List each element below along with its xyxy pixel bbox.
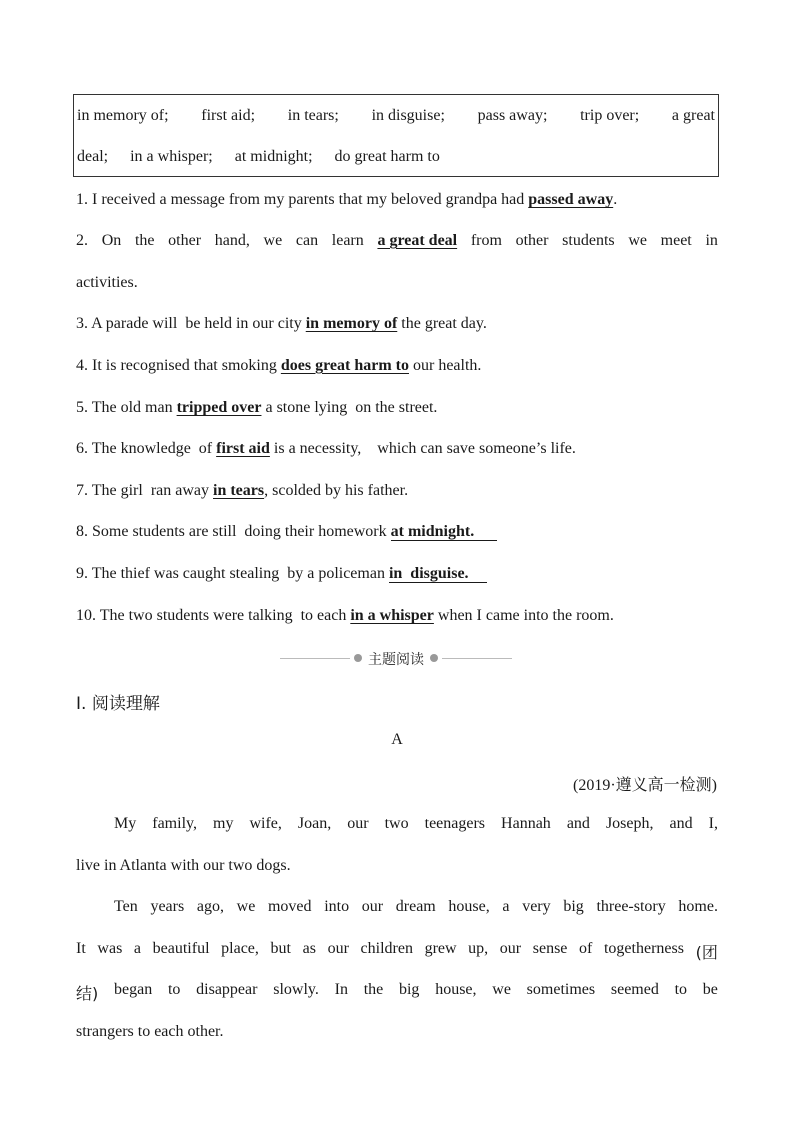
- passage-word: the: [363, 981, 384, 998]
- passage-word: two: [384, 815, 409, 832]
- exercise-answer: passed away: [528, 191, 614, 208]
- passage-word: but: [270, 940, 291, 957]
- passage-word: I,: [708, 815, 718, 832]
- exercise-answer: a great deal: [377, 232, 458, 249]
- exercise-answer: in a whisper: [350, 607, 434, 624]
- exercise-text: when I came into the room.: [437, 607, 614, 624]
- exercise-answer: does great harm to: [280, 357, 409, 374]
- exercise-10: [76, 607, 718, 625]
- exercise-7: [76, 482, 718, 500]
- passage-word: Ten: [114, 898, 138, 915]
- section-title: Ⅰ. 阅读理解: [76, 694, 160, 714]
- passage-word: home.: [678, 898, 718, 915]
- section-divider: [280, 648, 512, 668]
- passage-word: very: [522, 898, 551, 915]
- exercise-text: , scolded by his father.: [264, 482, 409, 499]
- exercise-4: [76, 357, 718, 375]
- passage-word: up,: [468, 940, 489, 957]
- passage-word: family,: [152, 815, 197, 832]
- passage-word: dream: [395, 898, 436, 915]
- exercise-9: [76, 565, 718, 583]
- passage-word: a: [133, 940, 142, 957]
- exercise-number: 7.: [76, 482, 88, 499]
- exercise-text: a stone lying on the street.: [265, 399, 438, 416]
- exercise-number: 6.: [76, 440, 88, 457]
- passage-word: years: [150, 898, 185, 915]
- word-box-row-1: [77, 107, 715, 125]
- exercise-word: learn: [331, 232, 364, 249]
- passage-source: (2019·遵义高一检测): [573, 777, 717, 794]
- passage-word: was: [97, 940, 123, 957]
- passage-p2-line1: [76, 898, 718, 916]
- exercise-text: I received a message from my parents that my beloved grandpa had: [92, 191, 525, 208]
- exercise-text: A parade will be held in our city: [91, 315, 302, 332]
- exercise-answer: in memory of: [305, 315, 398, 332]
- passage-word: a: [502, 898, 510, 915]
- passage-word: In: [334, 981, 348, 998]
- exercise-text: The old man: [91, 399, 173, 416]
- word-box-item: trip over;: [580, 107, 640, 124]
- exercise-text: Some students are still doing their homework: [92, 523, 387, 540]
- exercise-word: On: [101, 232, 122, 249]
- passage-word: be: [702, 981, 718, 998]
- passage-word: wife,: [249, 815, 282, 832]
- exercise-word: in: [705, 232, 718, 249]
- word-box-item: at midnight;: [234, 148, 313, 165]
- passage-word: of: [579, 940, 593, 957]
- passage-word: (团: [695, 943, 718, 962]
- passage-p1-line2: live in Atlanta with our two dogs.: [76, 857, 291, 874]
- passage-word: house,: [448, 898, 490, 915]
- passage-word: house,: [435, 981, 477, 998]
- exercise-8: [76, 523, 718, 541]
- word-box-item: in a whisper;: [130, 148, 213, 165]
- passage-word: togetherness: [603, 940, 684, 957]
- exercise-word: the: [134, 232, 155, 249]
- divider-label: 主题阅读: [368, 652, 424, 668]
- passage-word: teenagers: [424, 815, 486, 832]
- exercise-word: other: [515, 232, 549, 249]
- exercise-word: from: [470, 232, 502, 249]
- passage-p1-line1: [76, 815, 718, 833]
- passage-word: My: [114, 815, 137, 832]
- exercise-text: The two students were talking to each: [99, 607, 347, 624]
- passage-word: we: [236, 898, 256, 915]
- word-box-item: first aid;: [201, 107, 256, 124]
- exercise-answer: first aid: [216, 440, 270, 457]
- passage-p2-line4: strangers to each other.: [76, 1023, 224, 1040]
- exercise-answer: in disguise.: [389, 565, 487, 583]
- word-box-item: do great harm to: [334, 148, 440, 165]
- passage-word: and: [669, 815, 693, 832]
- passage-p2-line3: [76, 981, 718, 1004]
- passage-word: disappear: [196, 981, 258, 998]
- word-box-item: deal;: [77, 148, 109, 165]
- passage-word: our: [361, 898, 384, 915]
- exercise-number: 2.: [76, 232, 88, 249]
- passage-word: It: [76, 940, 86, 957]
- word-box-row-2: [77, 148, 715, 166]
- exercise-answer: at midnight.: [391, 523, 497, 541]
- passage-word: 结): [76, 984, 99, 1003]
- passage-word: children: [360, 940, 413, 957]
- passage-word: Joseph,: [605, 815, 654, 832]
- exercise-number: 8.: [76, 523, 88, 540]
- passage-word: sometimes: [526, 981, 596, 998]
- exercise-text: The knowledge of: [91, 440, 213, 457]
- exercise-5: [76, 399, 718, 417]
- passage-word: sense: [532, 940, 568, 957]
- exercise-number: 5.: [76, 399, 88, 416]
- word-box-item: a great: [671, 107, 715, 124]
- word-box-item: in tears;: [287, 107, 339, 124]
- exercise-number: 3.: [76, 315, 88, 332]
- word-box-item: in memory of;: [77, 107, 169, 124]
- exercise-word: meet: [660, 232, 692, 249]
- bullet-dot-icon: [354, 654, 362, 662]
- passage-word: beautiful: [152, 940, 210, 957]
- word-box-item: pass away;: [477, 107, 548, 124]
- passage-word: grew: [424, 940, 457, 957]
- passage-word: seemed: [610, 981, 659, 998]
- passage-word: our: [499, 940, 522, 957]
- exercise-text: our health.: [412, 357, 482, 374]
- exercise-number: 10.: [76, 607, 96, 624]
- passage-word: our: [347, 815, 369, 832]
- passage-label: A: [391, 731, 403, 748]
- exercise-2: [76, 232, 718, 250]
- passage-word: ago,: [196, 898, 224, 915]
- exercise-word: hand,: [214, 232, 250, 249]
- passage-word: big: [563, 898, 584, 915]
- word-box-item: in disguise;: [371, 107, 445, 124]
- exercise-word: students: [562, 232, 615, 249]
- divider-rule-right: [442, 658, 512, 659]
- exercise-text: The girl ran away: [91, 482, 209, 499]
- exercise-text: .: [613, 191, 618, 208]
- passage-word: into: [324, 898, 350, 915]
- exercise-answer: tripped over: [176, 399, 262, 416]
- passage-word: place,: [221, 940, 259, 957]
- word-box: [73, 94, 719, 177]
- exercise-answer: in tears: [213, 482, 265, 499]
- exercise-2-continuation: activities.: [76, 274, 138, 291]
- passage-word: Joan,: [297, 815, 332, 832]
- passage-word: began: [114, 981, 153, 998]
- passage-word: moved: [267, 898, 312, 915]
- exercise-text: The thief was caught stealing by a policeman: [91, 565, 385, 582]
- passage-word: and: [566, 815, 590, 832]
- exercise-number: 1.: [76, 191, 88, 208]
- exercise-text: is a necessity, which can save someone’s life.: [273, 440, 576, 457]
- passage-word: Hannah: [501, 815, 551, 832]
- exercise-3: [76, 315, 718, 333]
- passage-word: our: [327, 940, 349, 957]
- exercise-word: we: [628, 232, 647, 249]
- passage-word: as: [302, 940, 316, 957]
- passage-word: my: [213, 815, 234, 832]
- passage-p2-line2: [76, 940, 718, 963]
- exercise-number: 4.: [76, 357, 88, 374]
- passage-word: we: [492, 981, 511, 998]
- exercise-word: can: [295, 232, 319, 249]
- divider-rule-left: [280, 658, 350, 659]
- exercise-text: It is recognised that smoking: [92, 357, 277, 374]
- exercise-1: [76, 191, 718, 209]
- passage-word: slowly.: [273, 981, 319, 998]
- exercise-number: 9.: [76, 565, 88, 582]
- exercise-word: we: [263, 232, 283, 249]
- exercise-text: the great day.: [401, 315, 487, 332]
- exercise-6: [76, 440, 718, 458]
- passage-word: to: [167, 981, 181, 998]
- passage-word: big: [398, 981, 420, 998]
- passage-word: to: [674, 981, 688, 998]
- exercise-word: other: [168, 232, 202, 249]
- bullet-dot-icon: [430, 654, 438, 662]
- passage-word: three-story: [596, 898, 666, 915]
